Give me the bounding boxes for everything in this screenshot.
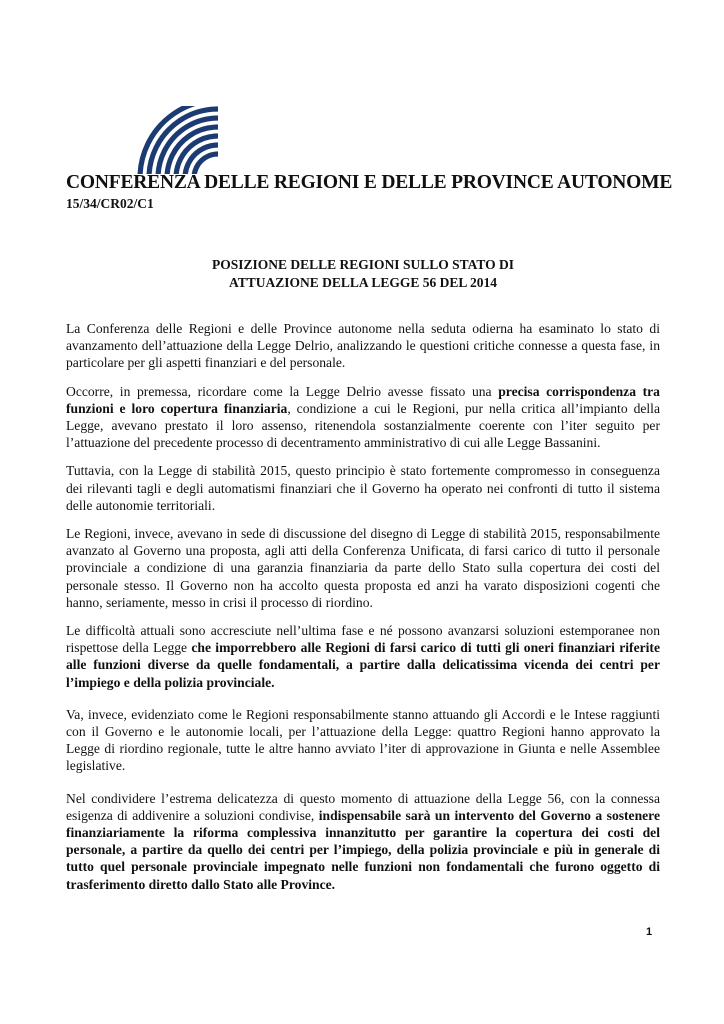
paragraph-5: Le difficoltà attuali sono accresciute nell’ultima fase e né possono avanzarsi soluzioni estemporanee non rispettose della Legge che imporrebbero alle Regioni di farsi carico di tutti gli oneri finanziari riferite alle funzioni diverse da quelle fondamentali, a partire dalla delicatissima vicenda dei centri per l’impiego e della polizia provinciale. [66,623,660,690]
paragraph-3: Tuttavia, con la Legge di stabilità 2015, questo principio è stato fortemente compromesso in conseguenza dei rilevanti tagli e degli automatismi finanziari che il Governo ha operato nei confronti di tutto il sistema delle autonomie territoriali. [66,463,660,513]
bold-emphasis: indispensabile sarà un intervento del Governo a sostenere finanziariamente la riforma complessiva innanzitutto per garantire la copertura dei costi del personale, a partire da quello dei centri per l’impiego, della polizia provinciale e più in generale di tutto quel personale provinciale impegnato nelle funzioni non fondamentali che furono oggetto di trasferimento diretto dallo Stato alle Province. [66,807,661,892]
title-line-1: POSIZIONE DELLE REGIONI SULLO STATO DI [212,257,514,272]
title-line-2: ATTUAZIONE DELLA LEGGE 56 DEL 2014 [229,275,497,290]
bold-emphasis: che imporrebbero alle Regioni di farsi carico di tutti gli oneri finanziari riferite alle funzioni diverse da quelle fondamentali, a partire dalla delicatissima vicenda dei centri per l’impiego e della polizia provinciale. [66,640,660,690]
paragraph-1: La Conferenza delle Regioni e delle Province autonome nella seduta odierna ha esaminato lo stato di avanzamento dell’attuazione della Legge Delrio, analizzando le questioni critiche connesse a questa fase, in particolare per gli aspetti finanziari e del personale. [66,321,660,371]
bold-emphasis: precisa corrispondenza tra funzioni e loro copertura finanziaria [66,383,660,416]
conference-logo-icon [68,106,218,174]
paragraph-6: Va, invece, evidenziato come le Regioni responsabilmente stanno attuando gli Accordi e le Intese raggiunti con il Governo e le autonomie locali, per l’attuazione della Legge: quattro Regioni hanno approvato la Legge di riordino regionale, tutte le altre hanno avviato l’iter di approvazione in Giunta e nelle Assemblee legislative. [66,706,660,774]
paragraph-7: Nel condividere l’estrema delicatezza di questo momento di attuazione della Legge 56, con la connessa esigenza di addivenire a soluzioni condivise, indispensabile sarà un intervento del Governo a sostenere finanziariamente la riforma complessiva innanzitutto per garantire la copertura dei costi del personale, a partire da quello dei centri per l’impiego, della polizia provinciale e più in generale di tutto quel personale provinciale impegnato nelle funzioni non fondamentali che furono oggetto di trasferimento diretto dallo Stato alle Province. [66,790,661,892]
page-number: 1 [646,926,653,938]
document-code: 15/34/CR02/C1 [66,196,154,211]
logo-arc [194,154,218,174]
paragraph-2: Occorre, in premessa, ricordare come la Legge Delrio avesse fissato una precisa corrispondenza tra funzioni e loro copertura finanziaria, condizione a cui le Regioni, pur nella critica all’impianto della Legge, avevano prestato il loro assenso, ritenendola sostanzialmente coerente con l’iter seguito per l’attuazione del precedente processo di decentramento amministrativo di cui alle Legge Bassanini. [66,383,660,451]
paragraph-4: Le Regioni, invece, avevano in sede di discussione del disegno di Legge di stabilità 2015, responsabilmente avanzato al Governo una proposta, agli atti della Conferenza Unificata, di farsi carico di tutto il personale provinciale a condizione di una garanzia finanziaria da parte dello Stato sulla copertura dei costi del personale stesso. Il Governo non ha accolto questa proposta ed anzi ha varato disposizioni cogenti che hanno, seriamente, messo in crisi il processo di riordino. [66,526,660,610]
organization-name: CONFERENZA DELLE REGIONI E DELLE PROVINCE AUTONOME [66,172,673,193]
document-body [66,320,660,904]
document-title [66,256,660,292]
